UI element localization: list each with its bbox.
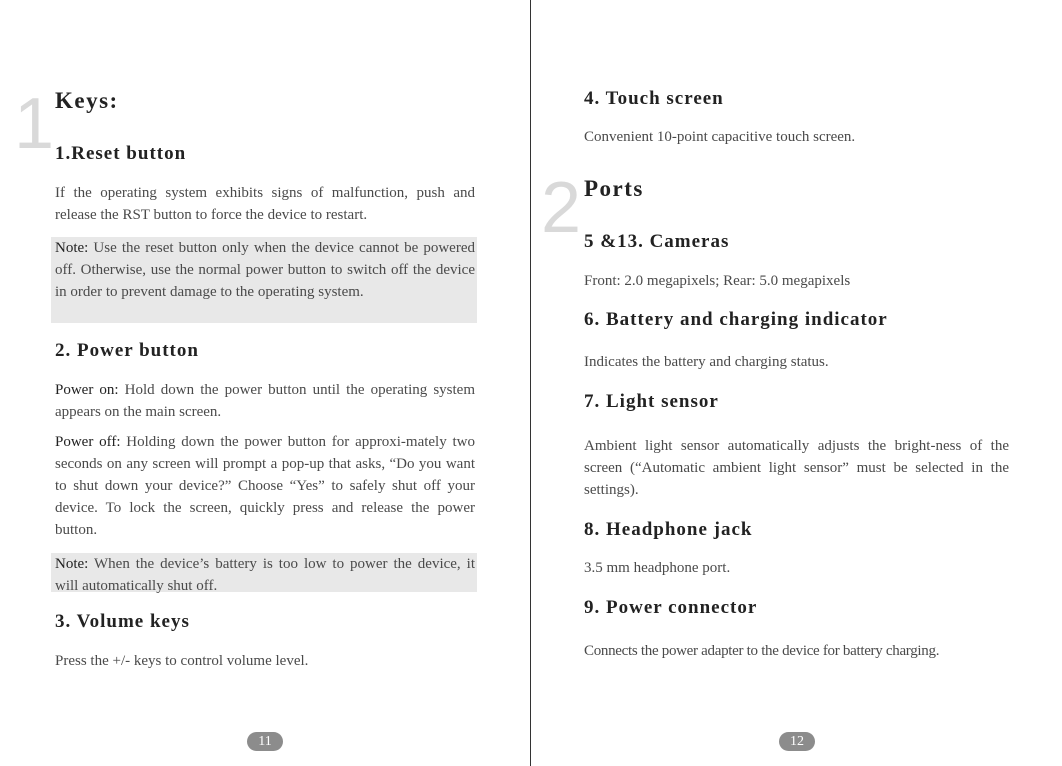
power-on-paragraph: [55, 379, 475, 423]
section-body-cameras: Front: 2.0 megapixels; Rear: 5.0 megapixels: [584, 273, 851, 289]
section-body-reset: If the operating system exhibits signs of malfunction, push and release the RST button to force the device to restart.: [55, 185, 475, 223]
power-on-text: Hold down the power button until the operating system appears on the main screen.: [55, 382, 475, 420]
section-heading-touch: 4. Touch screen: [584, 88, 724, 109]
section-heading-light: 7. Light sensor: [584, 391, 719, 412]
note-text-power: [51, 553, 477, 597]
section-heading-connector: 9. Power connector: [584, 597, 758, 618]
note-body: Use the reset button only when the device cannot be powered off. Otherwise, use the normal power button to switch off the device in order to prevent damage to the operating system.: [55, 240, 475, 300]
chapter-title: Ports: [584, 176, 644, 201]
section-heading-volume: 3. Volume keys: [55, 611, 190, 632]
power-off-paragraph: [55, 431, 475, 541]
section-body-light: Ambient light sensor automatically adjusts the bright-ness of the screen (“Automatic ambient light sensor” must be selected in the settings).: [584, 438, 1009, 498]
power-off-text: Holding down the power button for approxi-mately two seconds on any screen will prompt a pop-up that asks, “Do you want to shut down your device?” Choose “Yes” to safely shut off your device. To lock the screen, quickly press and release the power button.: [55, 434, 475, 538]
note-box-reset: [51, 237, 477, 323]
chapter-number: 2: [541, 168, 582, 248]
power-off-label: Power off:: [55, 434, 121, 450]
note-box-power: [51, 553, 477, 592]
section-heading-power: 2. Power button: [55, 340, 199, 361]
section-heading-battery: 6. Battery and charging indicator: [584, 309, 888, 330]
section-heading-cameras: 5 &13. Cameras: [584, 231, 730, 252]
note-body: When the device’s battery is too low to power the device, it will automatically shut off.: [55, 556, 475, 594]
section-heading-headphone: 8. Headphone jack: [584, 519, 753, 540]
section-body-touch: Convenient 10-point capacitive touch screen.: [584, 129, 856, 145]
page-number: 12: [779, 732, 815, 751]
note-text-reset: [51, 237, 477, 303]
page-number: 11: [247, 732, 283, 751]
section-heading-reset: 1.Reset button: [55, 143, 187, 164]
section-body-headphone: 3.5 mm headphone port.: [584, 560, 731, 576]
section-body-battery: Indicates the battery and charging status.: [584, 354, 829, 370]
section-body-volume: Press the +/- keys to control volume level.: [55, 653, 309, 669]
section-body-connector: Connects the power adapter to the device for battery charging.: [584, 643, 940, 659]
chapter-number: 1: [14, 84, 55, 164]
chapter-title: Keys:: [55, 88, 119, 113]
note-label: Note:: [55, 556, 89, 572]
note-label: Note:: [55, 240, 89, 256]
left-page: [0, 0, 530, 766]
power-on-label: Power on:: [55, 382, 119, 398]
right-page: [531, 0, 1062, 766]
